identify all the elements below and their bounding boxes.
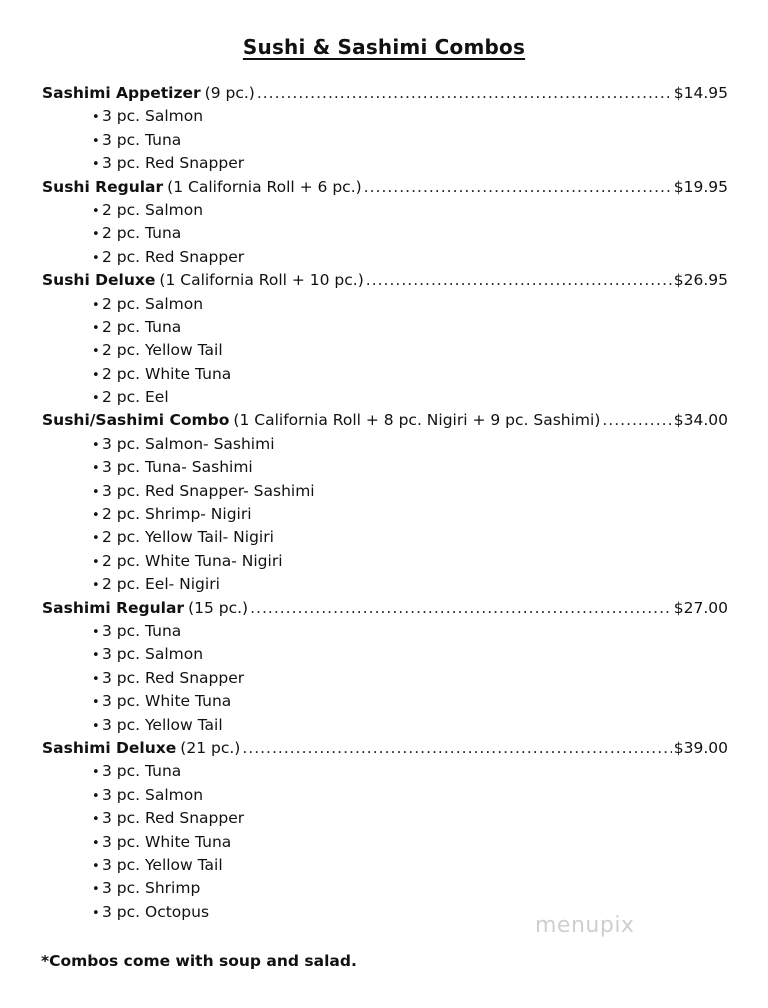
menu-item-price: $39.00 <box>673 738 728 757</box>
list-item-text: 3 pc. Salmon- Sashimi <box>102 434 275 453</box>
menu-item-name: Sashimi Deluxe <box>42 738 177 757</box>
bullet-icon: • <box>92 531 100 547</box>
list-item <box>42 201 728 224</box>
bullet-icon: • <box>92 882 100 898</box>
menu-item-description: (1 California Roll + 8 pc. Nigiri + 9 pc. Sashimi) <box>233 411 601 430</box>
menu-item-name: Sashimi Appetizer <box>42 84 201 102</box>
list-item <box>42 856 728 879</box>
list-item <box>42 809 728 832</box>
watermark-logo: menupix <box>535 913 635 938</box>
bullet-icon: • <box>92 858 100 874</box>
list-item-text: 3 pc. Red Snapper <box>102 809 245 828</box>
list-item-text: 3 pc. Yellow Tail <box>102 855 223 874</box>
dot-leader <box>250 599 672 617</box>
bullet-icon: • <box>92 718 100 734</box>
list-item <box>42 622 728 645</box>
list-item-text: 2 pc. Red Snapper <box>102 247 245 266</box>
list-item <box>42 295 728 318</box>
list-item-text: 2 pc. Shrimp- Nigiri <box>102 505 252 524</box>
menu-item-header <box>42 599 728 622</box>
list-item-text: 3 pc. Tuna- Sashimi <box>102 458 253 477</box>
list-item-text: 2 pc. Eel- Nigiri <box>102 575 220 594</box>
list-item-text: 2 pc. Salmon <box>102 294 204 313</box>
list-item-text: 2 pc. Salmon <box>102 200 204 219</box>
menu-item-name: Sashimi Regular <box>42 598 185 617</box>
list-item-text: 3 pc. Salmon <box>102 785 204 804</box>
bullet-icon: • <box>92 391 100 407</box>
bullet-icon: • <box>92 344 100 360</box>
bullet-icon: • <box>92 624 100 640</box>
list-item <box>42 552 728 575</box>
list-item <box>42 669 728 692</box>
menu-item-description: (15 pc.) <box>188 598 249 617</box>
list-item <box>42 692 728 715</box>
list-item <box>42 318 728 341</box>
list-item-text: 3 pc. Tuna <box>102 762 182 781</box>
list-item <box>42 458 728 481</box>
list-item-text: 2 pc. Tuna <box>102 317 182 336</box>
list-item-text: 2 pc. Yellow Tail- Nigiri <box>102 528 274 547</box>
bullet-icon: • <box>92 484 100 500</box>
list-item <box>42 388 728 411</box>
list-item <box>42 107 728 130</box>
list-item-text: 3 pc. Salmon <box>102 107 204 126</box>
bullet-icon: • <box>92 765 100 781</box>
menu-item-description: (9 pc.) <box>204 84 255 102</box>
list-item <box>42 365 728 388</box>
bullet-icon: • <box>92 695 100 711</box>
list-item-text: 2 pc. White Tuna- Nigiri <box>102 551 283 570</box>
bullet-icon: • <box>92 437 100 453</box>
dot-leader <box>366 271 672 289</box>
list-item <box>42 435 728 458</box>
bullet-icon: • <box>92 227 100 243</box>
bullet-icon: • <box>92 110 100 126</box>
list-item <box>42 131 728 154</box>
list-item <box>42 505 728 528</box>
list-item-text: 3 pc. Shrimp <box>102 879 201 898</box>
dot-leader <box>257 84 672 102</box>
list-item <box>42 786 728 809</box>
list-item <box>42 833 728 856</box>
bullet-icon: • <box>92 133 100 149</box>
list-item <box>42 575 728 598</box>
dot-leader <box>364 178 672 196</box>
menu-item-price: $14.95 <box>673 84 728 102</box>
menu-item-header <box>42 739 728 762</box>
bullet-icon: • <box>92 554 100 570</box>
list-item <box>42 154 728 177</box>
list-item-text: 3 pc. Red Snapper <box>102 668 245 687</box>
list-item <box>42 248 728 271</box>
bullet-icon: • <box>92 508 100 524</box>
menu-item-description: (1 California Roll + 10 pc.) <box>159 271 364 290</box>
list-item-text: 3 pc. Octopus <box>102 902 210 921</box>
menu-list <box>42 84 728 926</box>
list-item-text: 2 pc. Tuna <box>102 224 182 243</box>
bullet-icon: • <box>92 578 100 594</box>
menu-item-price: $26.95 <box>673 271 728 290</box>
list-item <box>42 879 728 902</box>
list-item <box>42 645 728 668</box>
menu-item-price: $27.00 <box>673 598 728 617</box>
dot-leader <box>602 411 671 429</box>
bullet-icon: • <box>92 812 100 828</box>
list-item-text: 2 pc. Eel <box>102 388 169 407</box>
list-item-text: 3 pc. Salmon <box>102 645 204 664</box>
menu-item-header <box>42 84 728 107</box>
menu-item-header <box>42 178 728 201</box>
bullet-icon: • <box>92 297 100 313</box>
list-item-text: 3 pc. Tuna <box>102 621 182 640</box>
menu-item-description: (1 California Roll + 6 pc.) <box>167 177 362 196</box>
list-item <box>42 482 728 505</box>
menu-item-name: Sushi Deluxe <box>42 271 156 290</box>
list-item-text: 2 pc. White Tuna <box>102 364 232 383</box>
list-item <box>42 224 728 247</box>
menu-item-name: Sushi Regular <box>42 177 164 196</box>
bullet-icon: • <box>92 250 100 266</box>
list-item <box>42 762 728 785</box>
dot-leader <box>242 739 671 757</box>
list-item-text: 3 pc. White Tuna <box>102 832 232 851</box>
menu-item-description: (21 pc.) <box>180 738 241 757</box>
menu-item-price: $34.00 <box>673 411 728 430</box>
bullet-icon: • <box>92 835 100 851</box>
list-item <box>42 341 728 364</box>
list-item-text: 3 pc. Yellow Tail <box>102 715 223 734</box>
bullet-icon: • <box>92 788 100 804</box>
bullet-icon: • <box>92 461 100 477</box>
list-item <box>42 528 728 551</box>
footnote: *Combos come with soup and salad. <box>41 952 357 970</box>
menu-item-name: Sushi/Sashimi Combo <box>42 411 230 430</box>
bullet-icon: • <box>92 905 100 921</box>
list-item-text: 3 pc. White Tuna <box>102 692 232 711</box>
list-item-text: 3 pc. Tuna <box>102 130 182 149</box>
bullet-icon: • <box>92 320 100 336</box>
list-item-text: 3 pc. Red Snapper <box>102 154 245 173</box>
menu-item-header <box>42 271 728 294</box>
menu-item-price: $19.95 <box>673 177 728 196</box>
menu-item-header <box>42 411 728 434</box>
list-item-text: 2 pc. Yellow Tail <box>102 341 223 360</box>
bullet-icon: • <box>92 157 100 173</box>
bullet-icon: • <box>92 203 100 219</box>
bullet-icon: • <box>92 648 100 664</box>
bullet-icon: • <box>92 367 100 383</box>
list-item-text: 3 pc. Red Snapper- Sashimi <box>102 481 315 500</box>
page-title: Sushi & Sashimi Combos <box>242 35 526 59</box>
bullet-icon: • <box>92 671 100 687</box>
list-item <box>42 716 728 739</box>
